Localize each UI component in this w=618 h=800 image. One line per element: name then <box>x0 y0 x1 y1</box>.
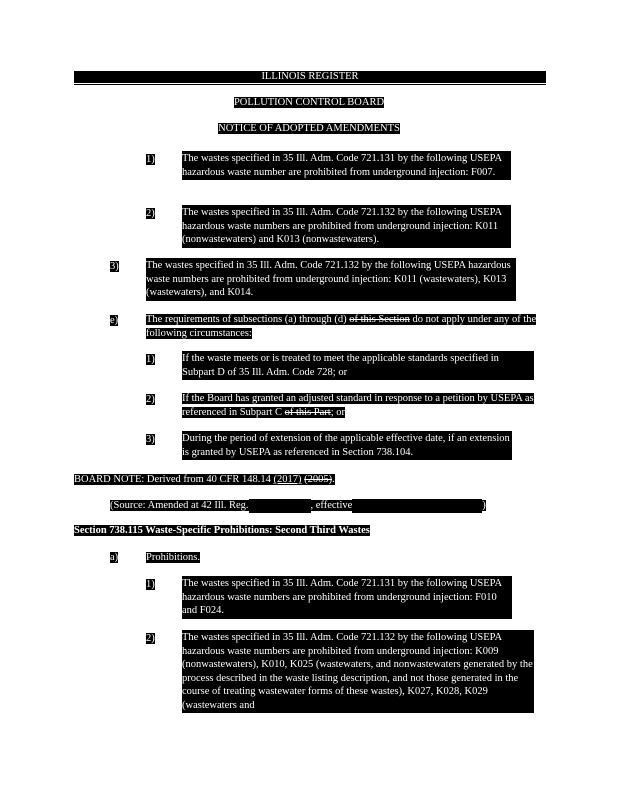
register-header-bar <box>74 71 546 83</box>
notice-title: NOTICE OF ADOPTED AMENDMENTS <box>218 123 400 134</box>
item-e-text: The requirements of subsections (a) through (d) of this Section do not apply under any of the following circumstances: <box>146 314 537 339</box>
item-2-text: The wastes specified in 35 Ill. Adm. Code 721.132 by the following USEPA hazardous waste numbers are prohibited from underground injection: K011 (nonwastewaters) and K013 (nonwastewaters). <box>182 205 511 248</box>
section-a-text: Prohibitions. <box>146 552 200 563</box>
item-e3-number: 3) <box>146 434 155 445</box>
item-2-number: 2) <box>146 208 155 219</box>
item-e-number: e) <box>110 315 119 326</box>
old-year: (2005) <box>304 474 333 485</box>
new-year: (2017) <box>273 474 302 485</box>
header-rule <box>74 84 546 85</box>
register-title: ILLINOIS REGISTER <box>261 71 359 82</box>
section-a-number: a) <box>110 552 119 563</box>
item-1-number: 1) <box>146 154 155 165</box>
source-line: (Source: Amended at 42 Ill. Reg. , effective ) <box>110 500 486 511</box>
item-3-text: The wastes specified in 35 Ill. Adm. Code 721.132 by the following USEPA hazardous waste numbers are prohibited from underground injection: K011 (wastewaters), K013 (wastewaters), and K014. <box>146 258 516 301</box>
section-a1-text: The wastes specified in 35 Ill. Adm. Code 721.131 by the following USEPA hazardous waste numbers are prohibited from underground injection: F010 and F024. <box>182 576 512 619</box>
section-a1-number: 1) <box>146 579 155 590</box>
section-a2-number: 2) <box>146 633 155 644</box>
item-3-number: 3) <box>110 261 119 272</box>
board-title: POLLUTION CONTROL BOARD <box>233 97 385 108</box>
struck-text: of this Part <box>284 406 331 418</box>
struck-text: of this Section <box>349 314 410 325</box>
notice-title-row <box>0 122 618 136</box>
item-e2-number: 2) <box>146 394 155 405</box>
item-e2-text: If the Board has granted an adjusted standard in response to a petition by USEPA as referenced in Subpart C of this Part; or <box>182 393 534 418</box>
section-heading: Section 738.115 Waste-Specific Prohibitions: Second Third Wastes <box>74 525 370 536</box>
board-title-row <box>0 96 618 110</box>
section-a2-text: The wastes specified in 35 Ill. Adm. Code 721.132 by the following USEPA hazardous waste numbers are prohibited from underground injection: K009 (nonwastewaters), K010, K025 (wastewaters, and nonwastewaters generated by the process described in the waste listing description, and not those generated in the course of treating wastewater forms of these wastes), K027, K028, K029 (wastewaters and <box>182 630 534 713</box>
item-e1-number: 1) <box>146 354 155 365</box>
item-1-text: The wastes specified in 35 Ill. Adm. Code 721.131 by the following USEPA hazardous waste number are prohibited from underground injection: F007. <box>182 151 511 180</box>
board-note: BOARD NOTE: Derived from 40 CFR 148.14 (2017) (2005). <box>74 474 335 485</box>
item-e3-text: During the period of extension of the applicable effective date, if an extension is granted by USEPA as referenced in Section 738.104. <box>182 431 512 460</box>
item-e1-text: If the waste meets or is treated to meet the applicable standards specified in Subpart D of 35 Ill. Adm. Code 728; or <box>182 351 534 380</box>
